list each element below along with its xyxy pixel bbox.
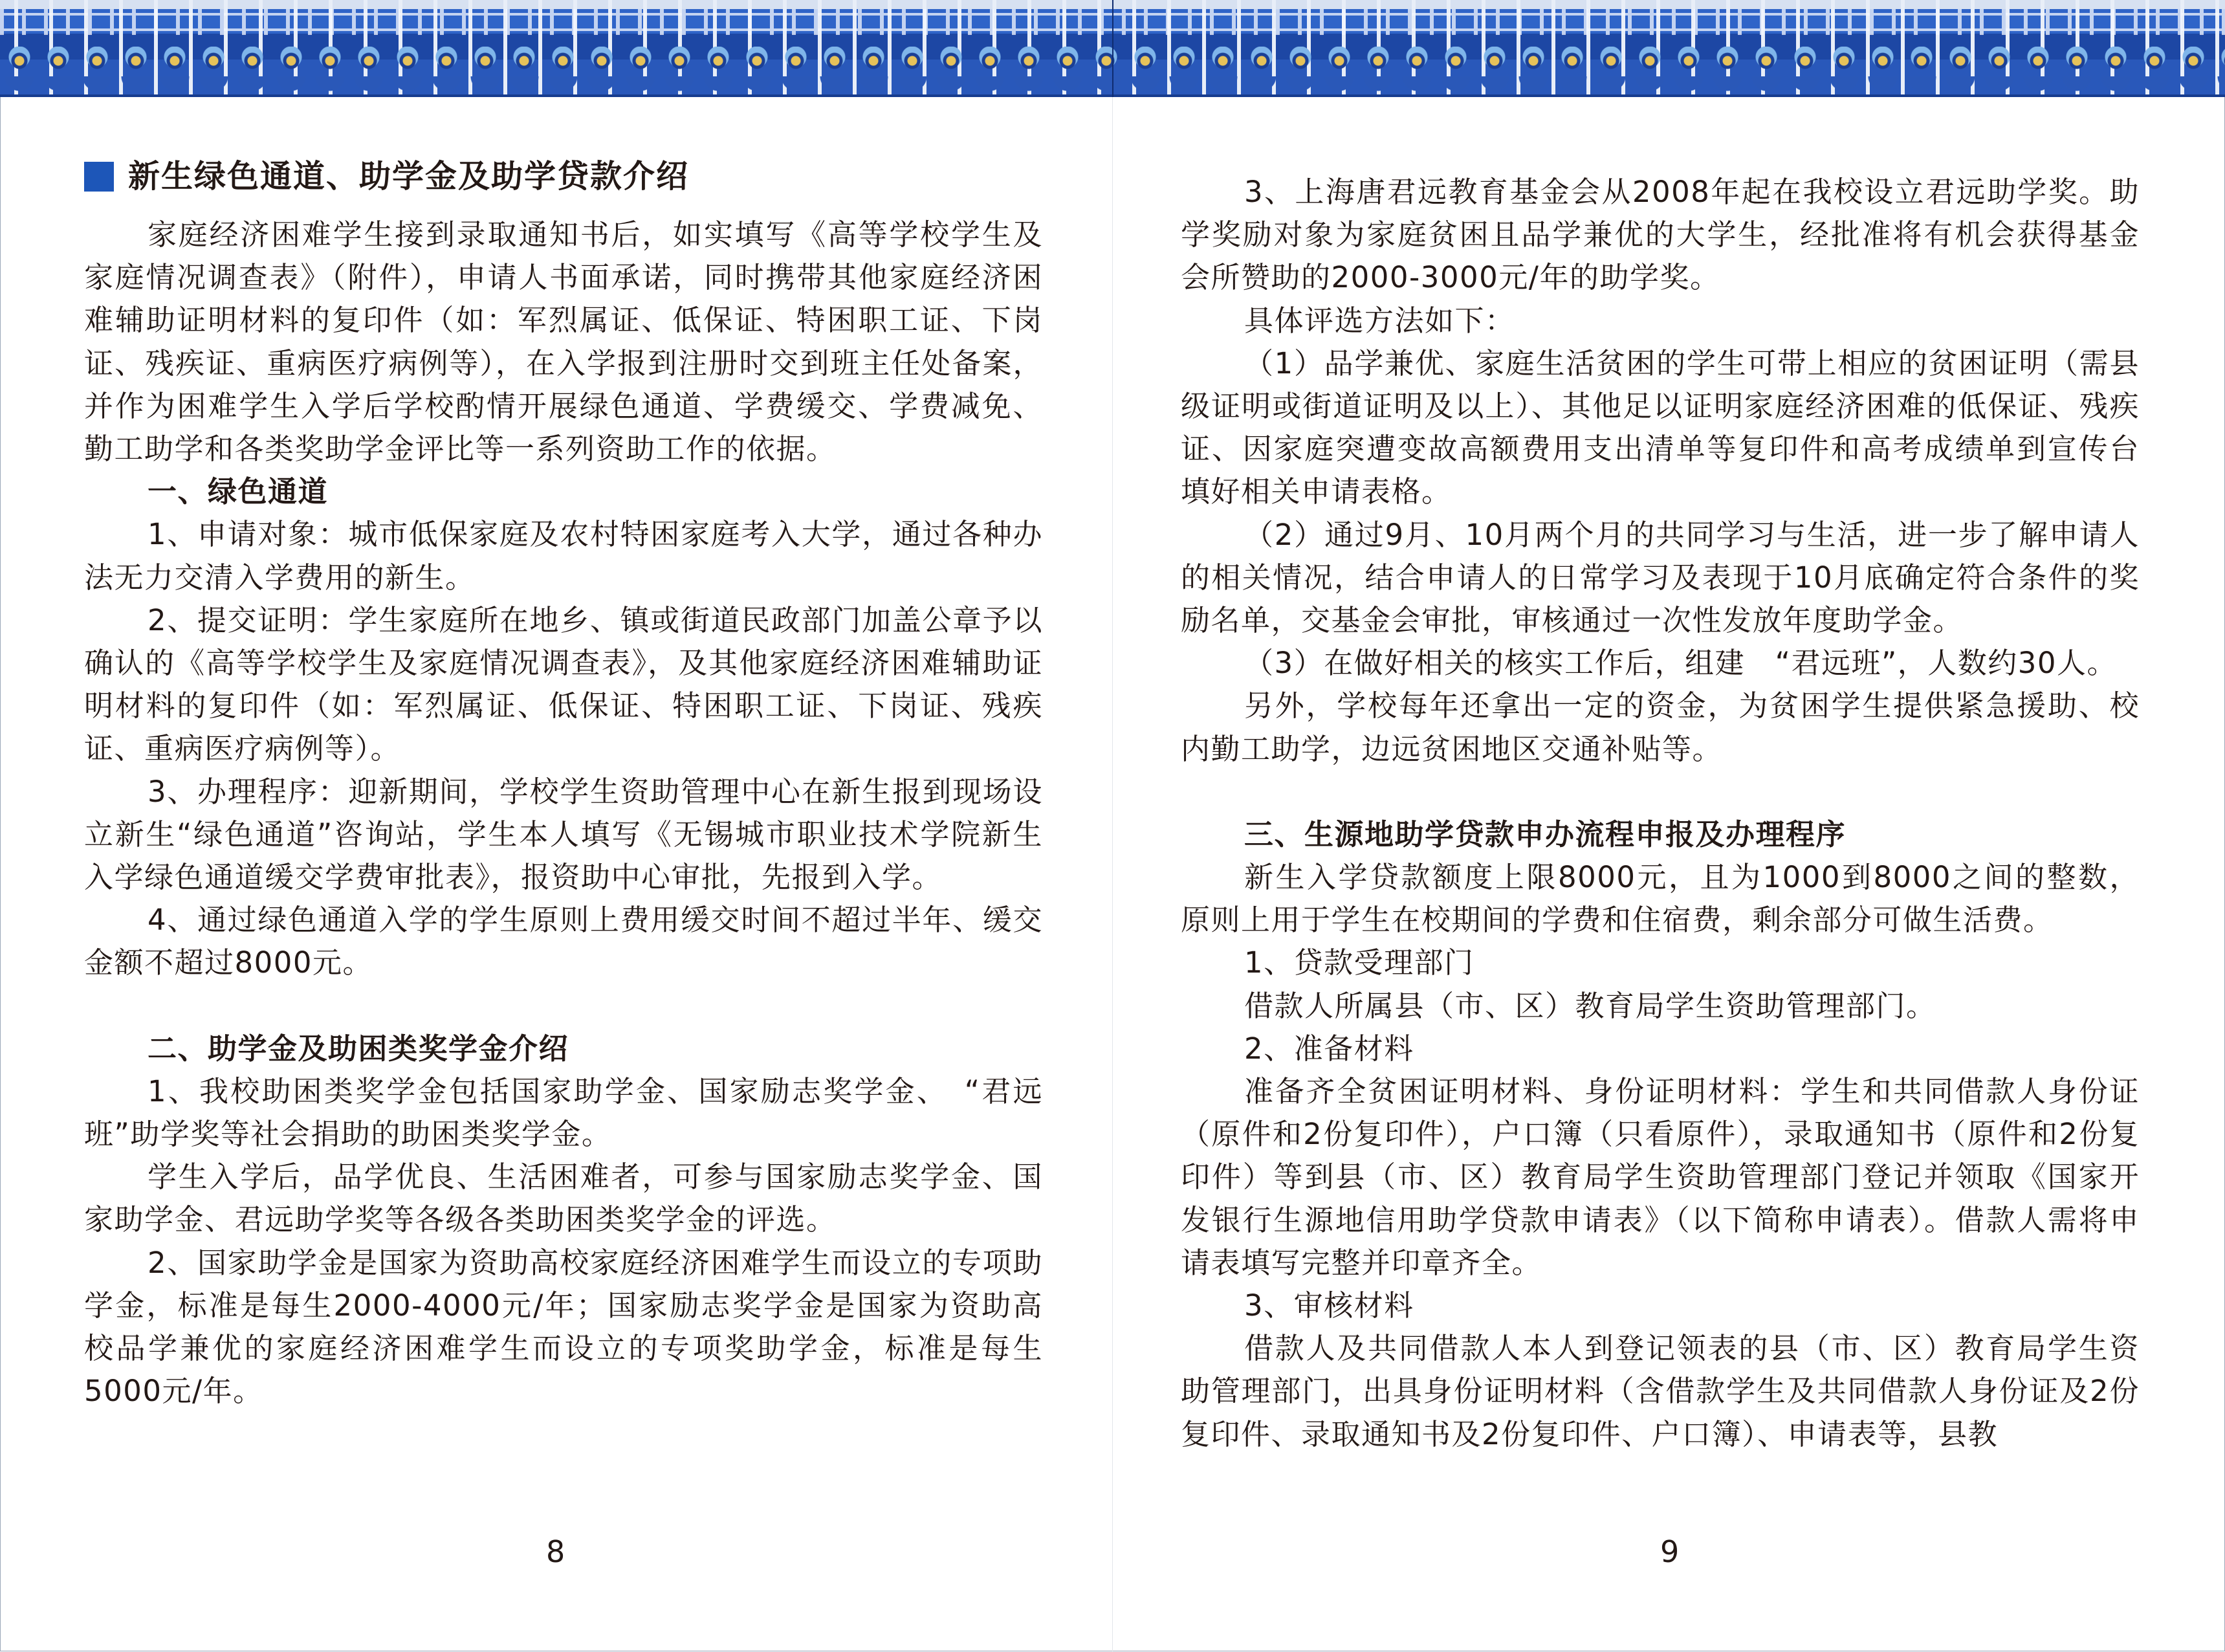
loan-subheading-2: 2、准备材料 <box>1244 1031 1414 1066</box>
loan-materials-paragraph: 准备齐全贫困证明材料、身份证明材料：学生和共同借款人身份证（原件和2份复印件），户口簿（只看原件），录取通知书（原件和2份复印件）等到县（市、区）教育局学生资助管理部门登记并领取《国家开发银行生源地信用助学贷款申请表》（以下简称申请表）。借款人需将申请表填写完整并印章齐全。 <box>1181 1074 2140 1280</box>
green-channel-item-1: 1、申请对象：城市低保家庭及农村特困家庭考入大学，通过各种办法无力交清入学费用的新生。 <box>84 517 1043 595</box>
paragraph-spacer <box>1181 771 2140 813</box>
loan-subheading-3: 3、审核材料 <box>1244 1288 1414 1323</box>
loan-dept-paragraph: 借款人所属县（市、区）教育局学生资助管理部门。 <box>1244 988 1936 1023</box>
grants-item-1: 1、我校助困类奖学金包括国家助学金、国家励志奖学金、 “君远班”助学奖等社会捐助的助困类奖学金。 <box>84 1074 1043 1152</box>
additional-aid-paragraph: 另外，学校每年还拿出一定的资金，为贫困学生提供紧急援助、校内勤工助学，边远贫困地区交通补贴等。 <box>1181 688 2140 766</box>
page-number-right: 9 <box>1660 1534 1680 1569</box>
selection-method-intro: 具体评选方法如下： <box>1244 303 1515 338</box>
border-center-seam <box>1112 0 1113 97</box>
left-page-body <box>84 214 1043 1413</box>
selection-step-1: （1）品学兼优、家庭生活贫困的学生可带上相应的贫困证明（需县级证明或街道证明及以上）、其他足以证明家庭经济困难的低保证、残疾证、因家庭突遭变故高额费用支出清单等复印件和高考成绩单到宣传台填好相关申请表格。 <box>1181 346 2140 509</box>
section-title-text: 新生绿色通道、助学金及助学贷款介绍 <box>128 158 690 195</box>
selection-step-3: （3）在做好相关的核实工作后，组建 “君远班”，人数约30人。 <box>1244 646 2118 681</box>
green-channel-item-4: 4、通过绿色通道入学的学生原则上费用缓交时间不超过半年、缓交金额不超过8000元。 <box>84 903 1043 980</box>
heading-green-channel: 一、绿色通道 <box>148 474 329 509</box>
green-channel-item-3: 3、办理程序：迎新期间，学校学生资助管理中心在新生报到现场设立新生“绿色通道”咨询站，学生本人填写《无锡城市职业技术学院新生入学绿色通道缓交学费审批表》，报资助中心审批，先报到入学。 <box>84 774 1043 895</box>
page-fold-divider <box>1112 97 1113 1652</box>
intro-paragraph: 家庭经济困难学生接到录取通知书后，如实填写《高等学校学生及家庭情况调查表》（附件），申请人书面承诺，同时携带其他家庭经济困难辅助证明材料的复印件（如：军烈属证、低保证、特困职工证、下岗证、残疾证、重病医疗病例等），在入学报到注册时交到班主任处备案，并作为困难学生入学后学校酌情开展绿色通道、学费缓交、学费减免、勤工助学和各类奖助学金评比等一系列资助工作的依据。 <box>84 217 1043 467</box>
loan-limit-paragraph: 新生入学贷款额度上限8000元，且为1000到8000之间的整数，原则上用于学生在校期间的学费和住宿费，剩余部分可做生活费。 <box>1181 860 2140 938</box>
paragraph-spacer <box>84 985 1043 1028</box>
grants-eligibility: 学生入学后，品学优良、生活困难者，可参与国家励志奖学金、国家助学金、君远助学奖等各级各类助困类奖学金的评选。 <box>84 1160 1043 1237</box>
grants-item-2: 2、国家助学金是国家为资助高校家庭经济困难学生而设立的专项助学金，标准是每生2000-4000元/年；国家励志奖学金是国家为资助高校品学兼优的家庭经济困难学生而设立的专项奖助学金，标准是每生5000元/年。 <box>84 1245 1043 1409</box>
title-square-icon <box>84 162 114 192</box>
selection-step-2: （2）通过9月、10月两个月的共同学习与生活，进一步了解申请人的相关情况，结合申请人的日常学习及表现于10月底确定符合条件的奖励名单，交基金会审批，审核通过一次性发放年度助学金。 <box>1181 517 2140 638</box>
loan-subheading-1: 1、贷款受理部门 <box>1244 945 1474 980</box>
loan-review-paragraph: 借款人及共同借款人本人到登记领表的县（市、区）教育局学生资助管理部门，出具身份证明材料（含借款学生及共同借款人身份证及2份复印件、录取通知书及2份复印件、户口簿）、申请表等，县教 <box>1181 1331 2140 1451</box>
heading-grants: 二、助学金及助困类奖学金介绍 <box>148 1031 569 1066</box>
section-title <box>84 154 689 199</box>
green-channel-item-2: 2、提交证明：学生家庭所在地乡、镇或街道民政部门加盖公章予以确认的《高等学校学生及家庭情况调查表》，及其他家庭经济困难辅助证明材料的复印件（如：军烈属证、低保证、特困职工证、下岗证、残疾证、重病医疗病例等）。 <box>84 602 1043 766</box>
right-page-body <box>1181 171 2140 1456</box>
page-number-left: 8 <box>546 1534 565 1569</box>
junyuan-award-paragraph: 3、上海唐君远教育基金会从2008年起在我校设立君远助学奖。助学奖励对象为家庭贫困且品学兼优的大学生，经批准将有机会获得基金会所赞助的2000-3000元/年的助学奖。 <box>1181 175 2140 295</box>
heading-student-loan: 三、生源地助学贷款申办流程申报及办理程序 <box>1244 817 1847 852</box>
